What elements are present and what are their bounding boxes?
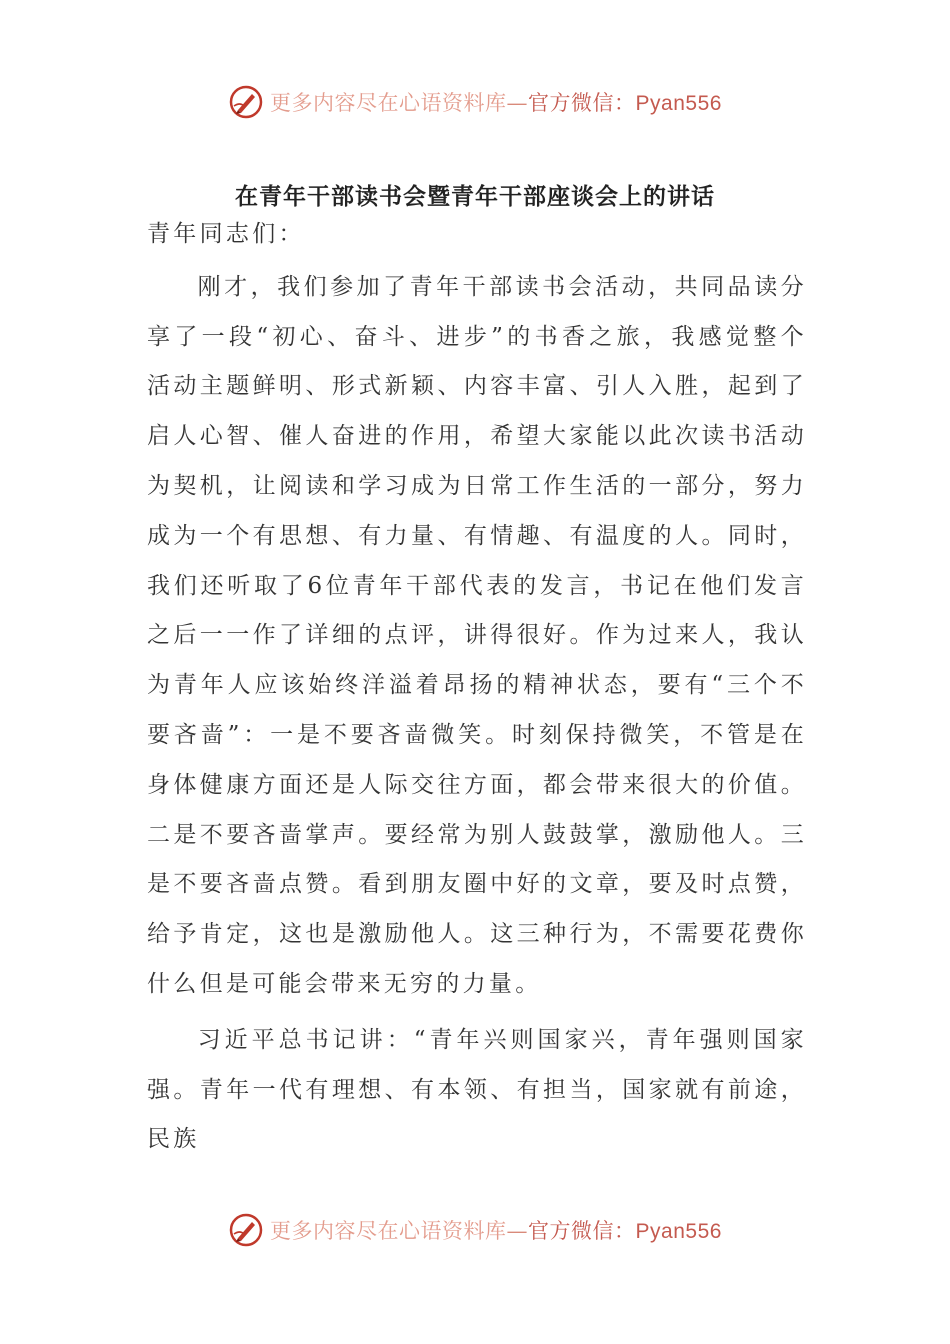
banner-wechat-text: 官方微信：Pyan556 xyxy=(528,92,722,115)
header-banner xyxy=(0,82,950,122)
banner-dash: — xyxy=(506,1219,529,1243)
pen-logo-icon xyxy=(228,1212,264,1248)
salutation: 青年同志们： xyxy=(147,221,305,247)
banner-site-text: 更多内容尽在心语资料库 xyxy=(270,1219,507,1243)
banner-dash: — xyxy=(506,91,529,115)
footer-banner xyxy=(0,1210,950,1250)
banner-site-text: 更多内容尽在心语资料库 xyxy=(270,91,507,115)
paragraph-1: 刚才，我们参加了青年干部读书会活动，共同品读分享了一段“初心、奋斗、进步”的书香之旅，我感觉整个活动主题鲜明、形式新颖、内容丰富、引人入胜，起到了启人心智、催人奋进的作用，希望大家能以此次读书活动为契机，让阅读和学习成为日常工作生活的一部分，努力成为一个有思想、有力量、有情趣、有温度的人。同时，我们还听取了6位青年干部代表的发言，书记在他们发言之后一一作了详细的点评，讲得很好。作为过来人，我认为青年人应该始终洋溢着昂扬的精神状态，要有“三个不要吝啬”：一是不要吝啬微笑。时刻保持微笑，不管是在身体健康方面还是人际交往方面，都会带来很大的价值。二是不要吝啬掌声。要经常为别人鼓鼓掌，激励他人。三是不要吝啬点赞。看到朋友圈中好的文章，要及时点赞，给予肯定，这也是激励他人。这三种行为，不需要花费你什么但是可能会带来无穷的力量。 xyxy=(147,273,807,997)
pen-logo-icon xyxy=(228,84,264,120)
document-body xyxy=(147,210,807,1165)
banner-wechat-text: 官方微信：Pyan556 xyxy=(528,1220,722,1243)
document-title: 在青年干部读书会暨青年干部座谈会上的讲话 xyxy=(235,184,715,210)
paragraph-2: 习近平总书记讲：“青年兴则国家兴，青年强则国家强。青年一代有理想、有本领、有担当，国家就有前途，民族 xyxy=(147,1026,807,1153)
